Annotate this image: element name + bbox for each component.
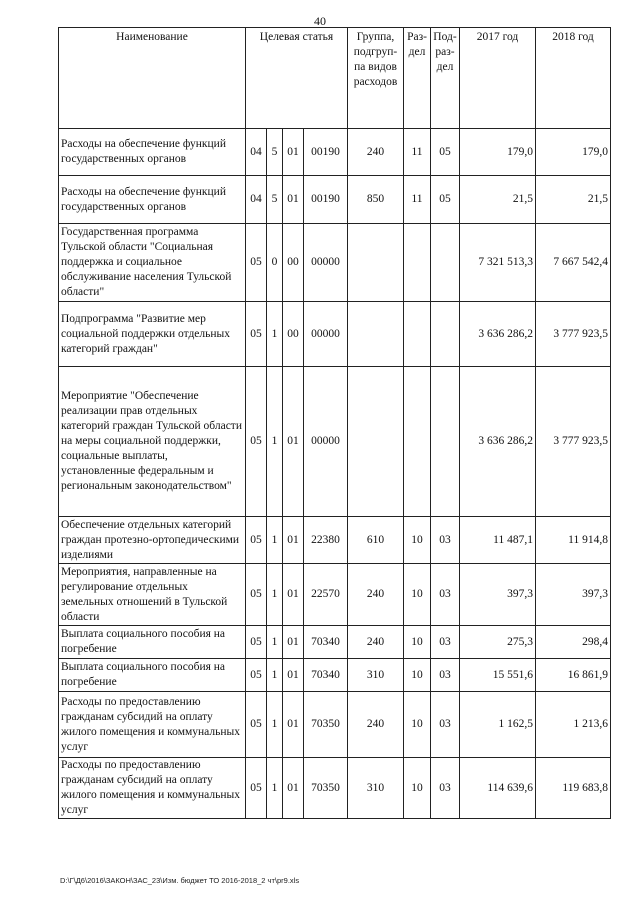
cell-c4: 22570 <box>304 564 348 626</box>
cell-group: 610 <box>348 517 404 564</box>
cell-c2: 5 <box>267 176 283 224</box>
table-row <box>59 302 611 367</box>
cell-name: Расходы по предоставлению гражданам субсидий на оплату жилого помещения и коммунальных услуг <box>59 692 246 758</box>
file-path-footer: D:\Г\Д6\2016\ЗАКОН\ЗАС_23\Изм. бюджет ТО 2016-2018_2 чт\pr9.xls <box>60 876 300 885</box>
cell-y2018: 179,0 <box>536 129 611 176</box>
cell-section: 10 <box>404 692 431 758</box>
cell-subsection <box>431 367 460 517</box>
header-2018: 2018 год <box>536 28 611 129</box>
cell-name: Мероприятие "Обеспечение реализации прав отдельных категорий граждан Тульской области на меры социальной поддержки, социальные выплаты, установленные федеральным и региональным законодательством" <box>59 367 246 517</box>
cell-c3: 01 <box>283 692 304 758</box>
cell-section: 10 <box>404 564 431 626</box>
cell-y2018: 119 683,8 <box>536 758 611 819</box>
cell-c1: 05 <box>246 564 267 626</box>
cell-y2018: 21,5 <box>536 176 611 224</box>
header-target: Целевая статья <box>246 28 348 129</box>
cell-y2018: 298,4 <box>536 626 611 659</box>
cell-c4: 00000 <box>304 367 348 517</box>
cell-c1: 05 <box>246 692 267 758</box>
cell-group <box>348 224 404 302</box>
header-subsection: Под-раз-дел <box>431 28 460 129</box>
header-group: Группа, подгруп-па видов расходов <box>348 28 404 129</box>
cell-c2: 1 <box>267 517 283 564</box>
cell-c4: 70350 <box>304 758 348 819</box>
table-row <box>59 626 611 659</box>
table-row <box>59 176 611 224</box>
cell-y2017: 3 636 286,2 <box>460 367 536 517</box>
cell-y2018: 397,3 <box>536 564 611 626</box>
cell-y2017: 7 321 513,3 <box>460 224 536 302</box>
cell-c3: 01 <box>283 517 304 564</box>
cell-group: 240 <box>348 626 404 659</box>
cell-c4: 00000 <box>304 302 348 367</box>
cell-subsection <box>431 302 460 367</box>
cell-subsection: 03 <box>431 659 460 692</box>
table-body <box>59 129 611 819</box>
cell-section: 10 <box>404 758 431 819</box>
cell-c1: 05 <box>246 224 267 302</box>
cell-subsection: 05 <box>431 129 460 176</box>
cell-subsection <box>431 224 460 302</box>
budget-table <box>58 27 611 819</box>
cell-c1: 05 <box>246 302 267 367</box>
cell-y2017: 179,0 <box>460 129 536 176</box>
cell-subsection: 03 <box>431 692 460 758</box>
cell-c1: 04 <box>246 129 267 176</box>
cell-name: Выплата социального пособия на погребение <box>59 659 246 692</box>
cell-section <box>404 302 431 367</box>
cell-c4: 00190 <box>304 176 348 224</box>
cell-subsection: 05 <box>431 176 460 224</box>
cell-name: Обеспечение отдельных категорий граждан протезно-ортопедическими изделиями <box>59 517 246 564</box>
header-row <box>59 28 611 129</box>
cell-subsection: 03 <box>431 758 460 819</box>
cell-y2018: 7 667 542,4 <box>536 224 611 302</box>
table-row <box>59 692 611 758</box>
cell-subsection: 03 <box>431 564 460 626</box>
cell-y2018: 3 777 923,5 <box>536 302 611 367</box>
cell-y2018: 1 213,6 <box>536 692 611 758</box>
cell-section: 11 <box>404 129 431 176</box>
cell-section <box>404 367 431 517</box>
cell-subsection: 03 <box>431 626 460 659</box>
cell-group: 240 <box>348 129 404 176</box>
cell-y2017: 397,3 <box>460 564 536 626</box>
table-row <box>59 129 611 176</box>
cell-c3: 01 <box>283 176 304 224</box>
table-row <box>59 758 611 819</box>
cell-c2: 1 <box>267 626 283 659</box>
table-row <box>59 659 611 692</box>
page-number: 40 <box>314 14 326 28</box>
cell-y2018: 16 861,9 <box>536 659 611 692</box>
cell-section: 10 <box>404 626 431 659</box>
cell-group: 310 <box>348 758 404 819</box>
cell-section: 10 <box>404 659 431 692</box>
cell-y2017: 21,5 <box>460 176 536 224</box>
cell-name: Государственная программа Тульской области "Социальная поддержка и социальное обслуживание населения Тульской области" <box>59 224 246 302</box>
cell-c4: 70340 <box>304 659 348 692</box>
cell-c1: 05 <box>246 758 267 819</box>
cell-c1: 05 <box>246 517 267 564</box>
header-name: Наименование <box>59 28 246 129</box>
cell-name: Расходы на обеспечение функций государственных органов <box>59 176 246 224</box>
cell-c1: 04 <box>246 176 267 224</box>
cell-c2: 1 <box>267 758 283 819</box>
cell-y2017: 15 551,6 <box>460 659 536 692</box>
cell-group: 310 <box>348 659 404 692</box>
cell-y2018: 3 777 923,5 <box>536 367 611 517</box>
cell-group: 850 <box>348 176 404 224</box>
cell-section: 10 <box>404 517 431 564</box>
cell-c2: 1 <box>267 367 283 517</box>
cell-group: 240 <box>348 564 404 626</box>
cell-c3: 00 <box>283 302 304 367</box>
header-2017: 2017 год <box>460 28 536 129</box>
cell-name: Расходы на обеспечение функций государственных органов <box>59 129 246 176</box>
cell-y2017: 275,3 <box>460 626 536 659</box>
cell-c2: 1 <box>267 659 283 692</box>
cell-c4: 00190 <box>304 129 348 176</box>
cell-c1: 05 <box>246 367 267 517</box>
cell-c2: 1 <box>267 302 283 367</box>
cell-subsection: 03 <box>431 517 460 564</box>
cell-name: Подпрограмма "Развитие мер социальной поддержки отдельных категорий граждан" <box>59 302 246 367</box>
cell-y2018: 11 914,8 <box>536 517 611 564</box>
cell-c4: 00000 <box>304 224 348 302</box>
cell-y2017: 114 639,6 <box>460 758 536 819</box>
cell-c4: 22380 <box>304 517 348 564</box>
cell-section <box>404 224 431 302</box>
table-row <box>59 517 611 564</box>
cell-c2: 5 <box>267 129 283 176</box>
cell-c2: 1 <box>267 564 283 626</box>
cell-c2: 1 <box>267 692 283 758</box>
cell-y2017: 3 636 286,2 <box>460 302 536 367</box>
cell-c3: 01 <box>283 758 304 819</box>
cell-y2017: 11 487,1 <box>460 517 536 564</box>
cell-group <box>348 367 404 517</box>
cell-name: Расходы по предоставлению гражданам субсидий на оплату жилого помещения и коммунальных услуг <box>59 758 246 819</box>
cell-name: Выплата социального пособия на погребение <box>59 626 246 659</box>
cell-group: 240 <box>348 692 404 758</box>
cell-c3: 01 <box>283 659 304 692</box>
cell-c3: 00 <box>283 224 304 302</box>
cell-c1: 05 <box>246 659 267 692</box>
table-row <box>59 367 611 517</box>
cell-c3: 01 <box>283 626 304 659</box>
cell-c3: 01 <box>283 564 304 626</box>
cell-section: 11 <box>404 176 431 224</box>
table-row <box>59 224 611 302</box>
cell-y2017: 1 162,5 <box>460 692 536 758</box>
cell-c3: 01 <box>283 129 304 176</box>
cell-c4: 70340 <box>304 626 348 659</box>
cell-c2: 0 <box>267 224 283 302</box>
cell-c4: 70350 <box>304 692 348 758</box>
cell-c1: 05 <box>246 626 267 659</box>
table-row <box>59 564 611 626</box>
cell-group <box>348 302 404 367</box>
header-section: Раз-дел <box>404 28 431 129</box>
cell-c3: 01 <box>283 367 304 517</box>
cell-name: Мероприятия, направленные на регулирование отдельных земельных отношений в Тульской области <box>59 564 246 626</box>
